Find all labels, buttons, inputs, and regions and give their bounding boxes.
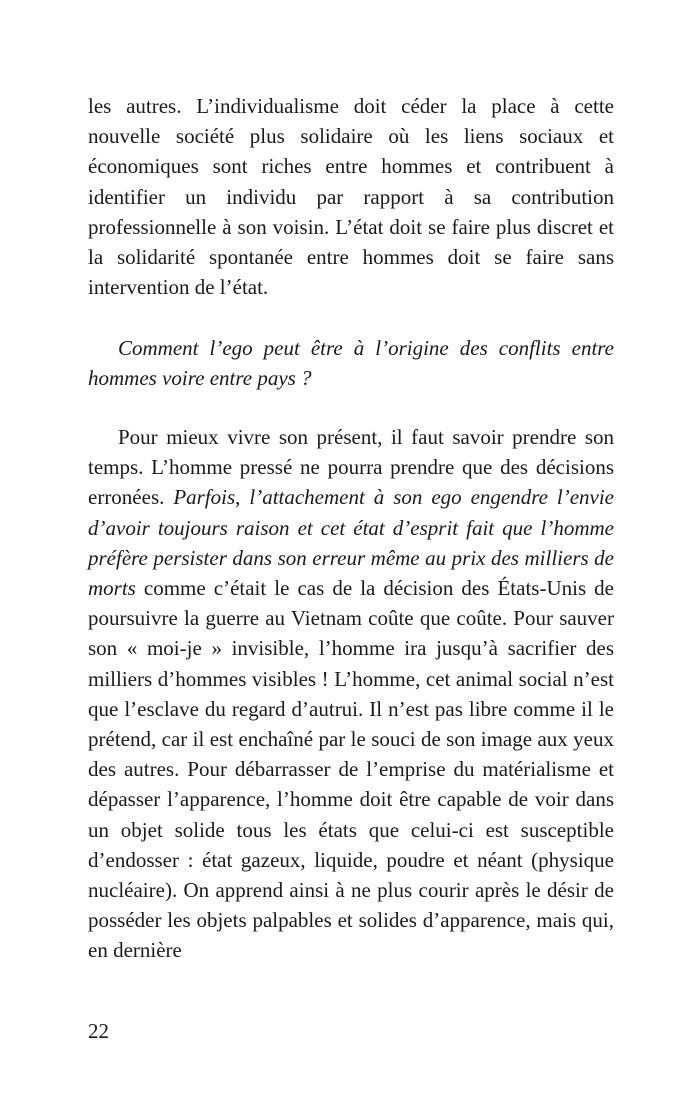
page-number: 22: [88, 1019, 109, 1043]
paragraph-italic-passage: Parfois, l’attachement à son ego engendre l’envie d’avoir toujours raison et cet état d’esprit fait que l’homme préfère persister dans son erreur même au prix des milliers de morts: [88, 485, 615, 601]
paragraph-text-start: Pour mieux vivre son présent, il faut savoir prendre son temps. L’homme pressé ne pourra prendre que des décisions erronées.: [88, 425, 614, 510]
paragraph-text: les autres. L’individualisme doit céder la place à cette nouvelle société plus solidaire où les liens sociaux et économiques sont riches entre hommes et contribuent à identifier un individu par rapport à sa contribution professionnelle à son voisin. L’état doit se faire plus discret et la solidarité spontanée entre hommes doit se faire sans intervention de l’état.: [88, 94, 614, 300]
paragraph-main: [88, 422, 614, 966]
section-question: [88, 333, 614, 393]
question-text: Comment l’ego peut être à l’origine des conflits entre hommes voire entre pays ?: [88, 336, 614, 391]
paragraph-text-end: comme c’était le cas de la décision des États-Unis de poursuivre la guerre au Vietnam coûte que coûte. Pour sauver son « moi-je » invisible, l’homme ira jusqu’à sacrifier des milliers d’hommes visibles ! L’homme, cet animal social n’est que l’esclave du regard d’autrui. Il n’est pas libre comme il le prétend, car il est enchaîné par le souci de son image aux yeux des autres. Pour débarrasser de l’emprise du matérialisme et dépasser l’apparence, l’homme doit être capable de voir dans un objet solide tous les états que celui-ci est susceptible d’endosser : état gazeux, liquide, poudre et néant (physique nucléaire). On apprend ainsi à ne plus courir après le désir de posséder les objets palpables et solides d’apparence, mais qui, en dernière: [88, 576, 614, 963]
paragraph-continuation: [88, 91, 614, 302]
